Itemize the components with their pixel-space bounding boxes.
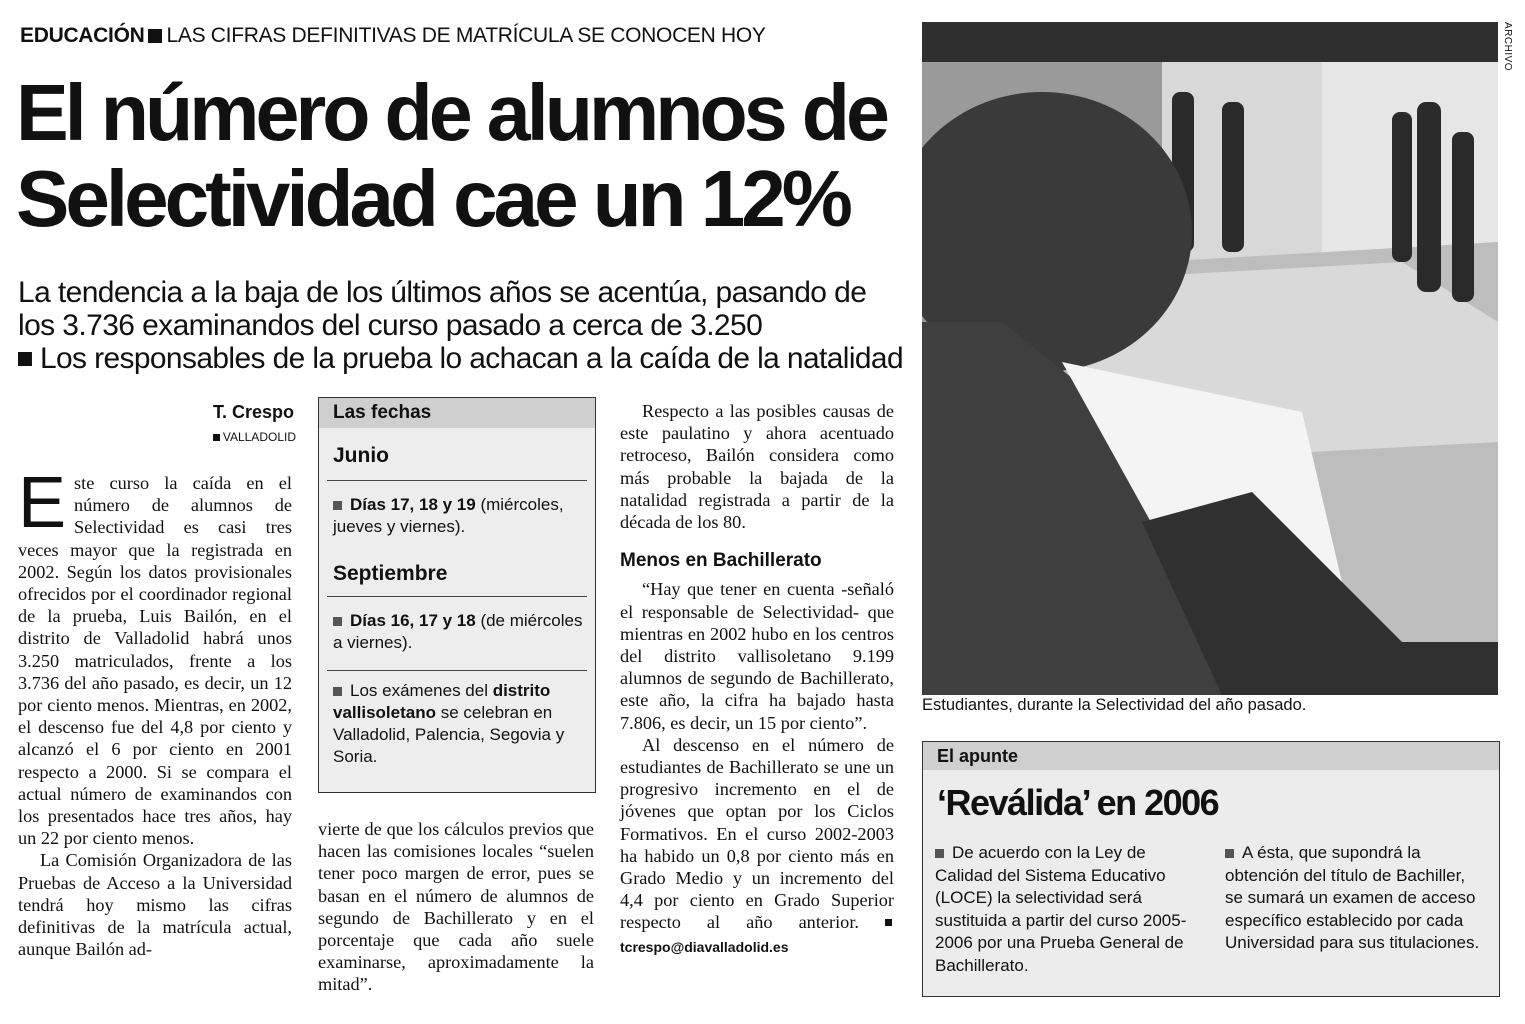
deck-line-2: los 3.736 examinandos del curso pasado a cerca de 3.250 bbox=[18, 309, 763, 342]
kicker-topic: LAS CIFRAS DEFINITIVAS DE MATRÍCULA SE CONOCEN HOY bbox=[166, 24, 766, 47]
students-photo-illustration bbox=[922, 22, 1498, 695]
month-june: Junio bbox=[333, 444, 389, 467]
byline-place-wrap bbox=[196, 430, 296, 444]
deck bbox=[18, 276, 908, 375]
square-bullet-icon bbox=[18, 352, 32, 366]
news-photo bbox=[922, 22, 1498, 695]
article-column-2 bbox=[318, 818, 594, 996]
note-column-2: A ésta, que supondrá la obtención del título de Bachiller, se sumará un examen de acceso específico establecido por cada Universidad para sus titulaciones. bbox=[1225, 843, 1480, 952]
byline-place: VALLADOLID bbox=[222, 430, 296, 444]
square-bullet-icon bbox=[213, 434, 220, 441]
headline bbox=[16, 70, 896, 242]
square-bullet-icon bbox=[333, 501, 342, 510]
article-paragraph: Al descenso en el número de estudiantes de Bachillerato se une un progresivo incremento en el de jóvenes que optan por los Ciclos Formativos. En el curso 2002-2003 ha habido un 0,8 por ciento más en Grado Medio y un incremento del 4,4 por ciento en Grado Superior respecto al año anterior. tcrespo@diavalladolid.es bbox=[620, 734, 894, 955]
headline-line-2: Selectividad cae un 12% bbox=[16, 154, 849, 243]
note-column-1: De acuerdo con la Ley de Calidad del Sistema Educativo (LOCE) la selectividad será sustituida a partir del curso 2005-2006 por una Prueba General de Bachillerato. bbox=[935, 843, 1187, 975]
dates-item: Días 16, 17 y 18 (de miércoles a viernes). bbox=[333, 611, 583, 652]
dates-sidebar-title: Las fechas bbox=[319, 398, 595, 428]
note-sidebar-title: ‘Reválida’ en 2006 bbox=[937, 782, 1219, 823]
article-paragraph: “Hay que tener en cuenta -señaló el responsable de Selectividad- que mientras en 2002 hubo en los centros del distrito vallisoletano 9.199 alumnos de segundo de Bachillerato, este año, la cifra ha bajado hasta 7.806, es decir, un 15 por ciento”. bbox=[620, 579, 894, 733]
section-kicker bbox=[20, 24, 766, 48]
byline-author: T. Crespo bbox=[212, 402, 294, 422]
author-email: tcrespo@diavalladolid.es bbox=[620, 938, 789, 955]
square-bullet-icon bbox=[333, 687, 342, 696]
dates-item: Los exámenes del distrito vallisoletano se celebran en Valladolid, Palencia, Segovia y Soria. bbox=[333, 681, 565, 766]
divider bbox=[327, 596, 587, 597]
article-column-3 bbox=[620, 400, 894, 958]
square-bullet-icon bbox=[148, 29, 162, 43]
dates-item: Días 17, 18 y 19 (miércoles, jueves y viernes). bbox=[333, 495, 564, 536]
dates-sidebar bbox=[318, 397, 596, 793]
article-paragraph: La Comisión Organizadora de las Pruebas de Acceso a la Universidad tendrá hoy mismo las cifras definitivas de la matrícula actual, aunque Bailón ad- bbox=[18, 850, 292, 960]
article-column-1 bbox=[18, 463, 292, 960]
article-paragraph: Respecto a las posibles causas de este paulatino y ahora acentuado retroceso, Bailón considera como más probable la bajada de la natalidad registrada a partir de la década de los 80. bbox=[620, 401, 894, 533]
headline-line-1: El número de alumnos de bbox=[16, 68, 886, 157]
divider bbox=[327, 670, 587, 671]
subheading: Menos en Bachillerato bbox=[620, 550, 822, 572]
drop-cap: E bbox=[18, 463, 67, 543]
divider bbox=[327, 480, 587, 481]
square-bullet-icon bbox=[1225, 849, 1234, 858]
square-bullet-icon bbox=[885, 919, 892, 926]
article-paragraph: Este curso la caída en el número de alumnos de Selectividad es casi tres veces mayor que la registrada en 2002. Según los datos provisionales ofrecidos por el coordinador regional de la prueba, Luis Bailón, en el distrito de Valladolid habrá unos 3.250 matriculados, frente a los 3.736 del año pasado, es decir, un 12 por ciento menos. Mientras, en 2002, el descenso fue del 4,8 por ciento y alcanzó el 6 por ciento en 2001 respecto a 2000. Si se compara el actual número de examinandos con los presentados hace tres años, hay un 22 por ciento menos. bbox=[18, 463, 292, 849]
section-label: EDUCACIÓN bbox=[20, 24, 145, 47]
note-sidebar bbox=[922, 741, 1500, 997]
note-sidebar-label: El apunte bbox=[923, 742, 1499, 770]
deck-line-1: La tendencia a la baja de los últimos años se acentúa, pasando de bbox=[18, 276, 867, 309]
square-bullet-icon bbox=[333, 617, 342, 626]
month-september: Septiembre bbox=[333, 562, 448, 585]
deck-line-3: Los responsables de la prueba lo achacan a la caída de la natalidad bbox=[39, 342, 904, 375]
article-paragraph: vierte de que los cálculos previos que hacen las comisiones locales “suelen tener poco margen de error, pues se basan en el número de alumnos de segundo de Bachillerato y en el porcentaje que cada año suele examinarse, aproximadamente la mitad”. bbox=[318, 819, 594, 995]
photo-credit: ARCHIVO bbox=[1502, 22, 1513, 72]
square-bullet-icon bbox=[935, 849, 944, 858]
photo-caption: Estudiantes, durante la Selectividad del año pasado. bbox=[922, 696, 1307, 714]
deck-line-3-wrap bbox=[18, 342, 906, 375]
